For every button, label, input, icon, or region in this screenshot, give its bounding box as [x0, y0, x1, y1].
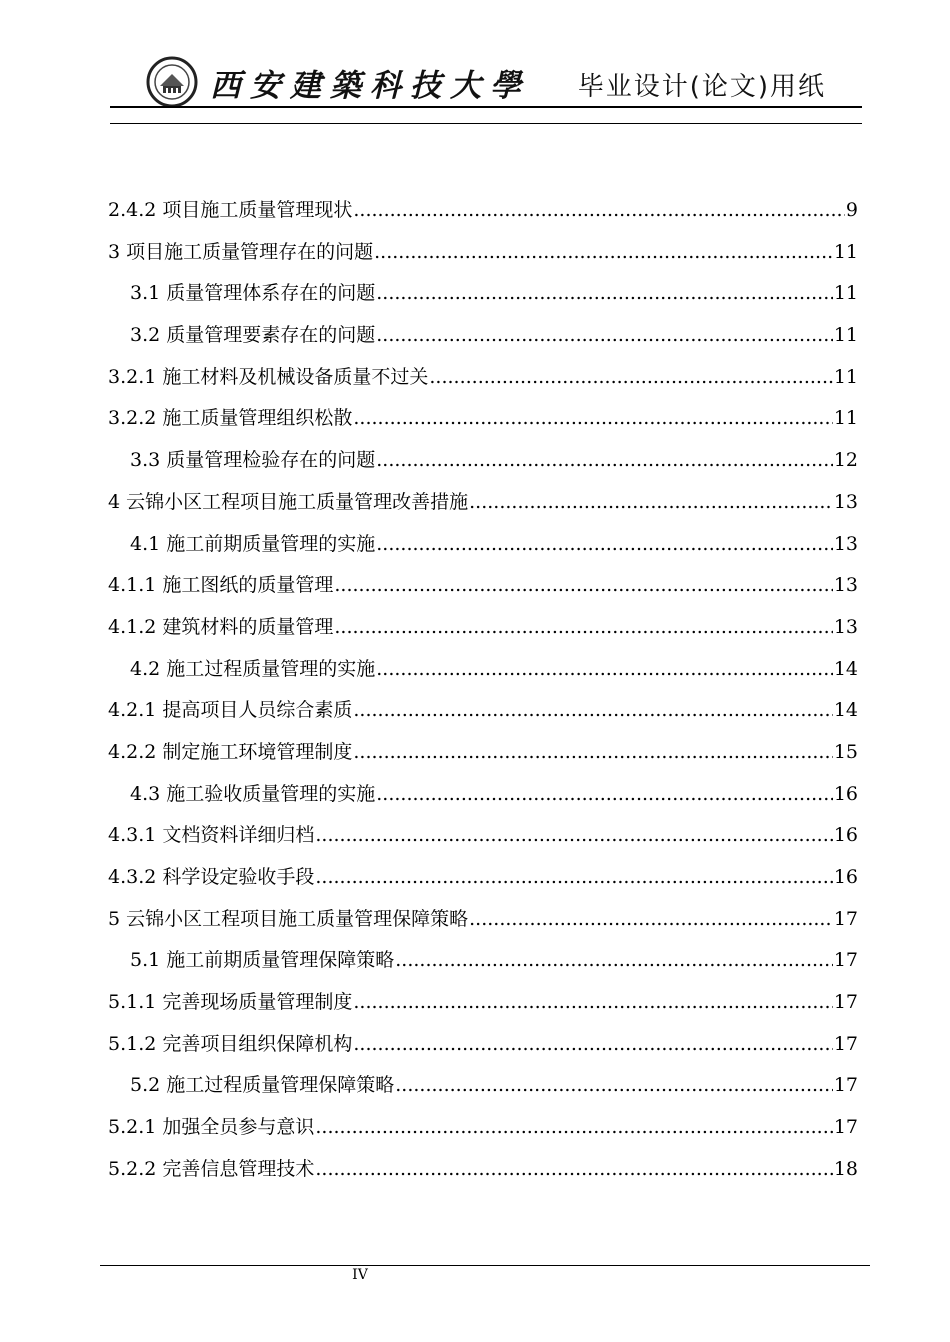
- table-of-contents: [108, 190, 858, 1191]
- toc-entry-title: 4 云锦小区工程项目施工质量管理改善措施: [108, 490, 469, 513]
- toc-dot-leader: [353, 398, 832, 440]
- toc-entry[interactable]: [108, 357, 858, 399]
- toc-entry-title: 4.2.2 制定施工环境管理制度: [108, 740, 353, 763]
- toc-entry-title: 3.3 质量管理检验存在的问题: [130, 449, 376, 472]
- toc-entry-page: 12: [833, 449, 858, 472]
- toc-entry-title: 5 云锦小区工程项目施工质量管理保障策略: [108, 907, 469, 930]
- toc-entry-page: 11: [833, 240, 858, 263]
- toc-dot-leader: [395, 1065, 833, 1107]
- toc-entry-title: 4.2 施工过程质量管理的实施: [130, 657, 376, 680]
- toc-entry[interactable]: [108, 565, 858, 607]
- toc-entry[interactable]: [108, 899, 858, 941]
- toc-entry[interactable]: [108, 440, 858, 482]
- toc-entry-title: 3.2.2 施工质量管理组织松散: [108, 407, 353, 430]
- toc-dot-leader: [334, 565, 832, 607]
- toc-entry[interactable]: [108, 190, 858, 232]
- toc-dot-leader: [353, 732, 832, 774]
- toc-dot-leader: [315, 815, 832, 857]
- toc-entry-page: 13: [833, 532, 858, 555]
- toc-entry-title: 5.2 施工过程质量管理保障策略: [130, 1074, 395, 1097]
- toc-dot-leader: [376, 524, 833, 566]
- toc-entry-title: 4.1.1 施工图纸的质量管理: [108, 574, 334, 597]
- toc-entry[interactable]: [108, 1107, 858, 1149]
- toc-entry-page: 16: [833, 866, 858, 888]
- toc-entry-title: 4.1 施工前期质量管理的实施: [130, 532, 376, 555]
- header-rule-thin: [110, 123, 862, 124]
- page-header: [110, 52, 862, 108]
- toc-entry[interactable]: [108, 1065, 858, 1107]
- toc-entry-title: 5.1 施工前期质量管理保障策略: [130, 949, 395, 972]
- toc-entry[interactable]: [108, 857, 858, 899]
- toc-entry[interactable]: [108, 273, 858, 315]
- toc-entry-page: 13: [833, 490, 858, 513]
- toc-entry-page: 11: [833, 282, 858, 305]
- toc-dot-leader: [376, 649, 833, 691]
- toc-dot-leader: [315, 1149, 832, 1191]
- toc-dot-leader: [395, 940, 833, 982]
- toc-entry-title: 5.2.1 加强全员参与意识: [108, 1116, 315, 1139]
- toc-entry-page: 17: [833, 1032, 858, 1055]
- toc-dot-leader: [429, 357, 832, 399]
- page-number: IV: [352, 1267, 368, 1283]
- toc-entry-title: 4.2.1 提高项目人员综合素质: [108, 699, 353, 722]
- toc-dot-leader: [334, 607, 832, 649]
- toc-entry[interactable]: [108, 1149, 858, 1191]
- toc-entry-page: 14: [833, 657, 858, 680]
- toc-entry[interactable]: [108, 690, 858, 732]
- toc-entry-title: 4.1.2 建筑材料的质量管理: [108, 615, 334, 638]
- toc-entry-page: 13: [833, 574, 858, 597]
- toc-entry[interactable]: [108, 774, 858, 816]
- toc-dot-leader: [353, 982, 832, 1024]
- toc-dot-leader: [315, 1107, 832, 1149]
- toc-entry-page: 17: [833, 907, 858, 930]
- university-seal-logo: [146, 56, 198, 108]
- toc-entry-page: 14: [833, 699, 858, 722]
- toc-entry-page: 17: [833, 1074, 858, 1097]
- toc-entry-title: 4.3.1 文档资料详细归档: [108, 824, 315, 847]
- toc-entry-page: 15: [833, 740, 858, 763]
- toc-entry[interactable]: [108, 398, 858, 440]
- toc-entry-title: 3.1 质量管理体系存在的问题: [130, 282, 376, 305]
- toc-entry-page: 11: [833, 407, 858, 430]
- toc-entry-page: 17: [833, 1116, 858, 1139]
- toc-entry[interactable]: [108, 815, 858, 857]
- toc-entry-title: 4.3 施工验收质量管理的实施: [130, 782, 376, 805]
- toc-entry-title: 4.3.2 科学设定验收手段: [108, 866, 315, 888]
- toc-entry-page: 16: [833, 782, 858, 805]
- toc-entry[interactable]: [108, 732, 858, 774]
- toc-entry-page: 17: [833, 991, 858, 1014]
- toc-entry-page: 18: [833, 1157, 858, 1180]
- toc-dot-leader: [376, 315, 833, 357]
- toc-entry[interactable]: [108, 1024, 858, 1066]
- toc-entry-title: 3 项目施工质量管理存在的问题: [108, 240, 374, 263]
- header-rule-thick: [110, 106, 862, 108]
- toc-entry-page: 11: [833, 324, 858, 347]
- toc-entry[interactable]: [108, 607, 858, 649]
- toc-entry[interactable]: [108, 524, 858, 566]
- toc-entry-title: 2.4.2 项目施工质量管理现状: [108, 199, 353, 221]
- toc-dot-leader: [376, 273, 833, 315]
- toc-entry[interactable]: [108, 232, 858, 274]
- toc-entry-page: 13: [833, 615, 858, 638]
- toc-entry-page: 17: [833, 949, 858, 972]
- toc-dot-leader: [374, 232, 833, 274]
- toc-dot-leader: [376, 774, 833, 816]
- toc-entry[interactable]: [108, 315, 858, 357]
- toc-dot-leader: [315, 857, 832, 899]
- toc-entry-page: 16: [833, 824, 858, 847]
- toc-entry-title: 3.2.1 施工材料及机械设备质量不过关: [108, 365, 429, 388]
- toc-entry[interactable]: [108, 649, 858, 691]
- paper-title: 毕业设计(论文)用纸: [577, 72, 826, 102]
- school-name: 西安建築科技大學: [210, 68, 530, 104]
- toc-entry-page: 9: [845, 199, 858, 221]
- toc-entry-title: 3.2 质量管理要素存在的问题: [130, 324, 376, 347]
- toc-dot-leader: [353, 190, 845, 232]
- toc-dot-leader: [353, 690, 832, 732]
- toc-entry-title: 5.1.1 完善现场质量管理制度: [108, 991, 353, 1014]
- footer-rule: [100, 1265, 870, 1266]
- toc-dot-leader: [469, 899, 833, 941]
- toc-entry[interactable]: [108, 482, 858, 524]
- toc-dot-leader: [376, 440, 833, 482]
- toc-entry-page: 11: [833, 365, 858, 388]
- toc-dot-leader: [353, 1024, 832, 1066]
- toc-dot-leader: [469, 482, 833, 524]
- toc-entry[interactable]: [108, 940, 858, 982]
- toc-entry-title: 5.2.2 完善信息管理技术: [108, 1157, 315, 1180]
- toc-entry-title: 5.1.2 完善项目组织保障机构: [108, 1032, 353, 1055]
- toc-entry[interactable]: [108, 982, 858, 1024]
